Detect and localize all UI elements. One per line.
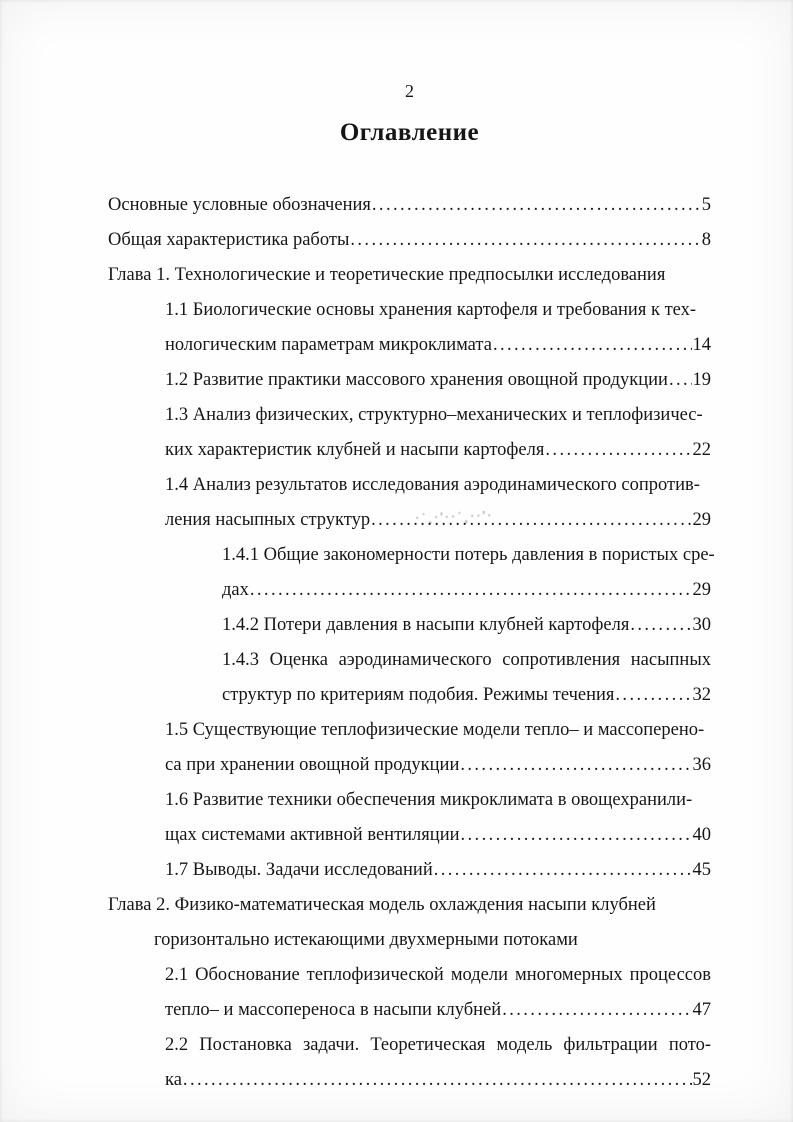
toc-line xyxy=(108,538,715,573)
toc-page-number: 5 xyxy=(701,195,711,215)
toc-entry-text: 1.4.1 Общие закономерности потерь давления в пористых сре- xyxy=(222,545,715,565)
toc-page-number: 52 xyxy=(692,1070,711,1090)
dot-leader xyxy=(630,608,691,643)
dot-leader xyxy=(545,433,691,468)
toc-line xyxy=(108,398,711,433)
toc-entry-text: 1.7 Выводы. Задачи исследований xyxy=(165,860,433,880)
page-content xyxy=(108,0,715,1098)
toc-line xyxy=(108,923,711,958)
toc-line xyxy=(108,258,711,293)
toc-line xyxy=(108,608,711,643)
toc-page-number: 29 xyxy=(692,580,711,600)
toc-page-number: 22 xyxy=(692,440,711,460)
toc-line xyxy=(108,1063,711,1098)
dot-leader xyxy=(502,993,691,1028)
toc-page-number: 45 xyxy=(692,860,711,880)
toc-entry-text: ления насыпных структур xyxy=(165,510,371,530)
toc-entry-text: са при хранении овощной продукции xyxy=(165,755,460,775)
toc-entry-text: горизонтально истекающими двухмерными потоками xyxy=(154,930,578,950)
toc-entry-text: Общая характеристика работы xyxy=(108,230,350,250)
toc-line xyxy=(108,433,711,468)
toc-entry-text: 1.1 Биологические основы хранения картофеля и требования к тех- xyxy=(165,300,697,320)
toc-entry-text: 1.5 Существующие теплофизические модели тепло– и массоперено- xyxy=(165,720,705,740)
toc-page-number: 47 xyxy=(692,1000,711,1020)
dot-leader xyxy=(461,818,692,853)
toc-line xyxy=(108,993,711,1028)
toc-list xyxy=(108,188,715,1098)
toc-line xyxy=(108,748,711,783)
toc-page-number: 29 xyxy=(692,510,711,530)
toc-entry-text: 1.4 Анализ результатов исследования аэродинамического сопротив- xyxy=(165,475,700,495)
toc-line xyxy=(108,643,711,678)
toc-line xyxy=(108,783,711,818)
toc-line xyxy=(108,853,711,888)
toc-page-number: 14 xyxy=(692,335,711,355)
toc-line xyxy=(108,188,711,223)
toc-line xyxy=(108,678,711,713)
toc-line xyxy=(108,503,711,538)
toc-entry-text: структур по критериям подобия. Режимы течения xyxy=(222,685,615,705)
dot-leader xyxy=(372,188,701,223)
toc-entry-text: дах xyxy=(222,580,249,600)
toc-line xyxy=(108,888,711,923)
toc-page-number: 32 xyxy=(692,685,711,705)
toc-line xyxy=(108,328,711,363)
toc-line xyxy=(108,713,711,748)
dot-leader xyxy=(493,328,692,363)
page-title: Оглавление xyxy=(339,119,480,146)
toc-entry-text: 2.1 Обоснование теплофизической модели многомерных процессов xyxy=(165,965,711,985)
toc-page-number: 8 xyxy=(701,230,711,250)
dot-leader xyxy=(250,573,692,608)
toc-line xyxy=(108,958,711,993)
toc-line xyxy=(108,1028,711,1063)
toc-entry-text: ка xyxy=(165,1070,182,1090)
toc-entry-text: 1.6 Развитие техники обеспечения микроклимата в овощехранили- xyxy=(165,790,693,810)
toc-entry-text: 1.3 Анализ физических, структурно–механических и теплофизичес- xyxy=(165,405,703,425)
toc-entry-text: тепло– и массопереноса в насыпи клубней xyxy=(165,1000,502,1020)
toc-entry-text: ких характеристик клубней и насыпи картофеля xyxy=(165,440,545,460)
dot-leader xyxy=(434,853,692,888)
toc-page-number: 30 xyxy=(692,615,711,635)
toc-page-number: 36 xyxy=(692,755,711,775)
toc-entry-text: 2.2 Постановка задачи. Теоретическая модель фильтрации пото- xyxy=(165,1035,711,1055)
toc-line xyxy=(108,573,711,608)
toc-line xyxy=(108,818,711,853)
dot-leader xyxy=(183,1063,692,1098)
page-number: 2 xyxy=(405,81,414,101)
toc-entry-text: Глава 1. Технологические и теоретические предпосылки исследования xyxy=(108,265,666,285)
dot-leader xyxy=(669,363,692,398)
dot-leader xyxy=(371,503,691,538)
toc-entry-text: 1.4.3 Оценка аэродинамического сопротивления насыпных xyxy=(222,650,711,670)
toc-line xyxy=(108,363,711,398)
toc-line xyxy=(108,293,711,328)
toc-entry-text: нологическим параметрам микроклимата xyxy=(165,335,492,355)
toc-entry-text: Глава 2. Физико-математическая модель охлаждения насыпи клубней xyxy=(108,895,656,915)
toc-page-number: 40 xyxy=(692,825,711,845)
toc-line xyxy=(108,468,711,503)
toc-entry-text: Основные условные обозначения xyxy=(108,195,371,215)
toc-entry-text: 1.2 Развитие практики массового хранения овощной продукции xyxy=(165,370,668,390)
dot-leader xyxy=(350,223,700,258)
dot-leader xyxy=(615,678,691,713)
toc-page-number: 19 xyxy=(692,370,711,390)
toc-line xyxy=(108,223,711,258)
scan-smudge-artifact: ·˙¸·'··˙¸··'· xyxy=(414,507,494,526)
toc-entry-text: 1.4.2 Потери давления в насыпи клубней картофеля xyxy=(222,615,630,635)
toc-entry-text: щах системами активной вентиляции xyxy=(165,825,460,845)
dot-leader xyxy=(460,748,691,783)
